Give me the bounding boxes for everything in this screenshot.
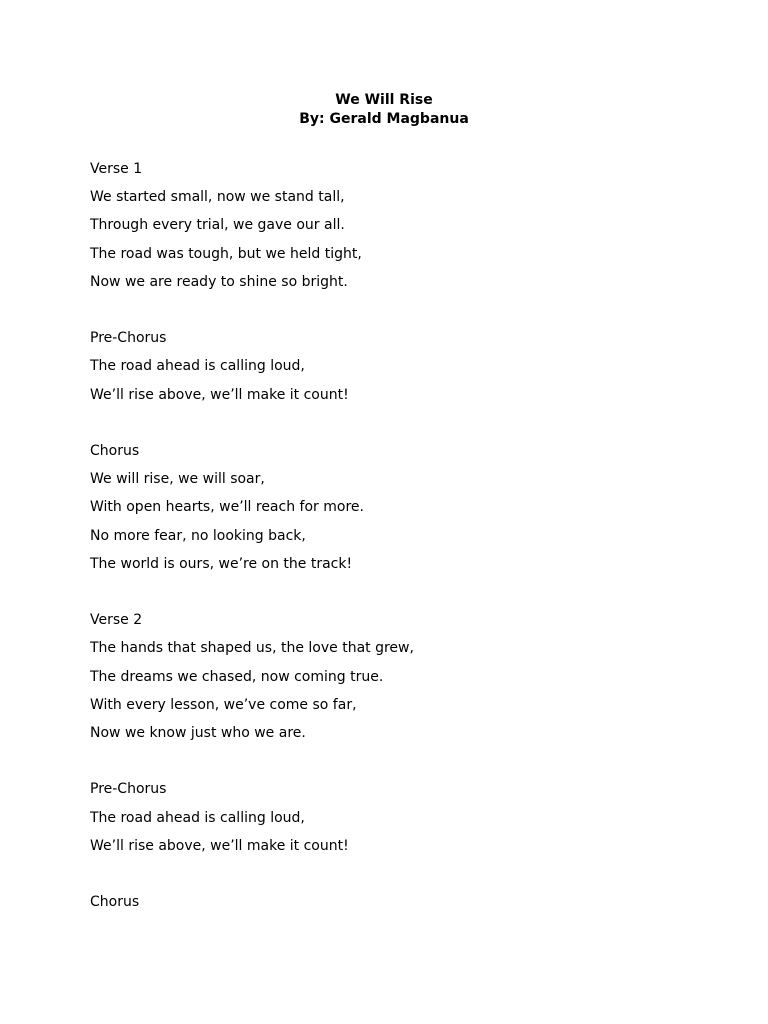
stanza-heading: Pre-Chorus [90, 781, 167, 798]
song-title: We Will Rise [335, 92, 433, 108]
stanza-heading: Pre-Chorus [90, 330, 167, 347]
stanza-verse-2 [90, 606, 690, 747]
lyric-line: With open hearts, we’ll reach for more. [90, 499, 364, 516]
stanza-heading: Chorus [90, 443, 140, 459]
lyric-line: The hands that shaped us, the love that grew, [90, 640, 414, 657]
stanza-heading: Verse 2 [90, 612, 143, 629]
lyrics-body [90, 155, 690, 916]
lyric-line: Now we know just who we are. [90, 725, 306, 742]
lyric-line: The road ahead is calling loud, [90, 809, 305, 826]
lyric-line: We’ll rise above, we’ll make it count! [90, 386, 349, 403]
lyric-line: Now we are ready to shine so bright. [90, 273, 348, 290]
lyric-line: The world is ours, we’re on the track! [90, 555, 353, 572]
stanza-chorus-1 [90, 437, 690, 578]
song-author: By: Gerald Magbanua [299, 111, 469, 127]
stanza-chorus-2 [90, 888, 690, 916]
stanza-heading: Verse 1 [90, 161, 143, 177]
stanza-pre-chorus-2 [90, 775, 690, 860]
stanza-heading: Chorus [90, 894, 140, 911]
lyric-line: The road ahead is calling loud, [90, 358, 305, 375]
lyric-line: No more fear, no looking back, [90, 527, 306, 544]
title-block [0, 91, 768, 129]
lyric-line: The dreams we chased, now coming true. [90, 668, 384, 685]
stanza-pre-chorus-1 [90, 324, 690, 409]
lyric-line: We will rise, we will soar, [90, 471, 265, 488]
stanza-verse-1 [90, 155, 690, 296]
lyric-line: With every lesson, we’ve come so far, [90, 696, 357, 713]
lyric-line: We’ll rise above, we’ll make it count! [90, 837, 349, 854]
lyric-line: The road was tough, but we held tight, [90, 245, 362, 262]
lyric-line: Through every trial, we gave our all. [90, 217, 345, 234]
lyric-line: We started small, now we stand tall, [90, 189, 345, 206]
